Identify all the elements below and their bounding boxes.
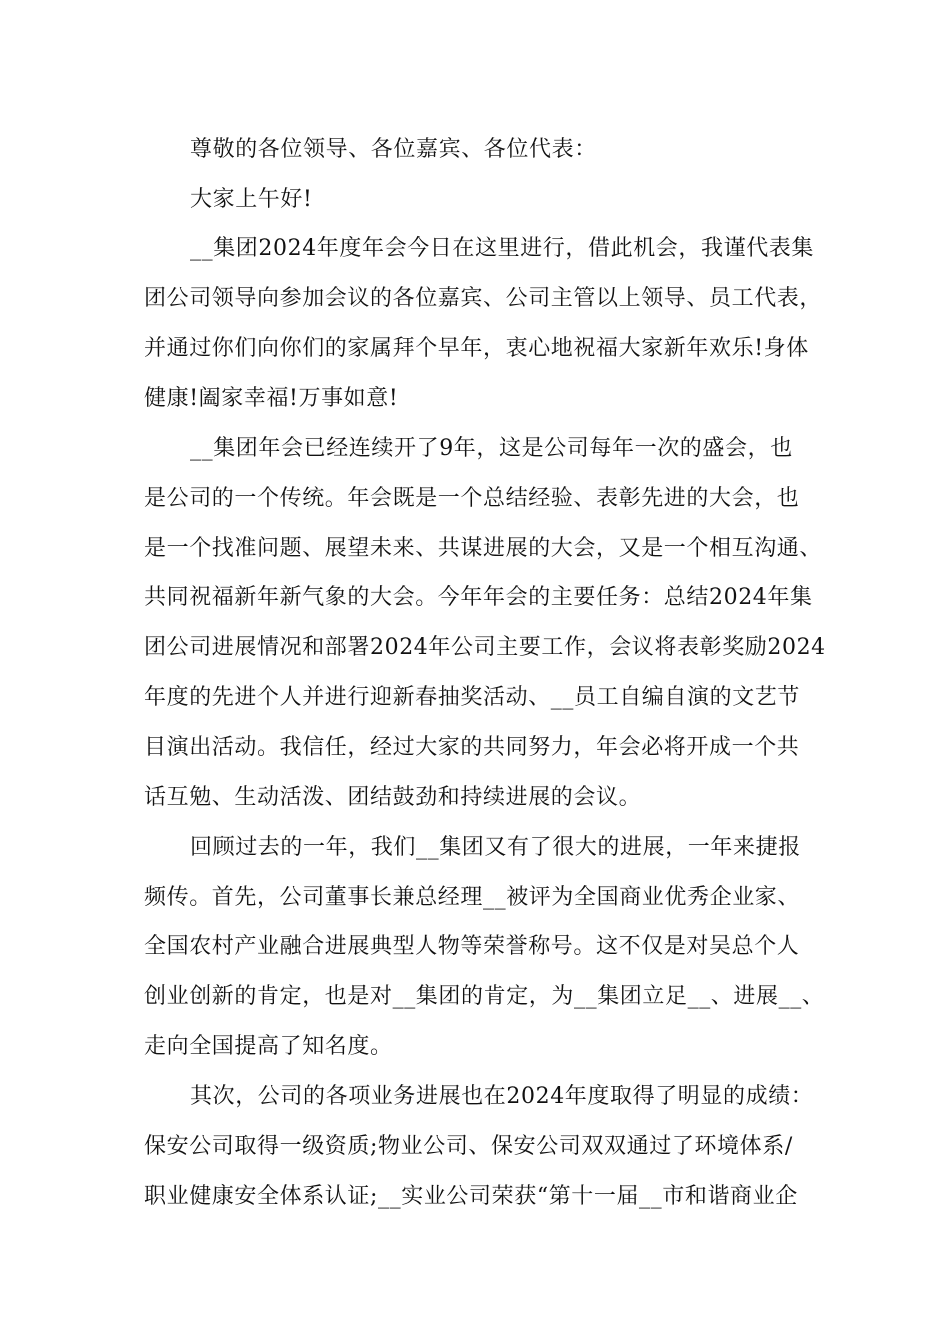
text-line: 走向全国提高了知名度。 (144, 1034, 393, 1059)
text-line: 目演出活动。我信任，经过大家的共同努力，年会必将开成一个共 (144, 735, 800, 760)
text-line: 保安公司取得一级资质;物业公司、保安公司双双通过了环境体系/ (144, 1134, 793, 1159)
text-line: 话互勉、生动活泼、团结鼓劲和持续进展的会议。 (144, 785, 642, 810)
greeting-line: 尊敬的各位领导、各位嘉宾、各位代表： (190, 137, 597, 162)
text-line: 全国农村产业融合进展典型人物等荣誉称号。这不仅是对吴总个人 (144, 934, 800, 959)
text-line: 共同祝福新年新气象的大会。今年年会的主要任务：总结2024年集 (144, 585, 813, 610)
text-line: __集团2024年度年会今日在这里进行，借此机会，我谨代表集 (190, 236, 814, 261)
text-line: __集团年会已经连续开了9年，这是公司每年一次的盛会，也 (190, 436, 793, 461)
text-line: 年度的先进个人并进行迎新春抽奖活动、__员工自编自演的文艺节 (144, 685, 801, 710)
text-line: 是一个找准问题、展望未来、共谋进展的大会，又是一个相互沟通、 (144, 536, 823, 561)
text-line: 团公司进展情况和部署2024年公司主要工作，会议将表彰奖励2024 (144, 635, 826, 660)
text-line: 职业健康安全体系认证;__实业公司荣获“第十一届__市和谐商业企 (144, 1184, 798, 1209)
text-line: 团公司领导向参加会议的各位嘉宾、公司主管以上领导、员工代表， (144, 286, 823, 311)
text-line: 频传。首先，公司董事长兼总经理__被评为全国商业优秀企业家、 (144, 885, 801, 910)
text-line: 是公司的一个传统。年会既是一个总结经验、表彰先进的大会，也 (144, 486, 800, 511)
text-line: 健康!阖家幸福!万事如意! (144, 386, 399, 411)
text-line: 回顾过去的一年，我们__集团又有了很大的进展，一年来捷报 (190, 835, 801, 860)
salutation-line: 大家上午好! (190, 187, 313, 212)
text-line: 其次，公司的各项业务进展也在2024年度取得了明显的成绩： (190, 1084, 814, 1109)
text-line: 创业创新的肯定，也是对__集团的肯定，为__集团立足__、进展__、 (144, 984, 825, 1009)
text-line: 并通过你们向你们的家属拜个早年，衷心地祝福大家新年欢乐!身体 (144, 336, 809, 361)
